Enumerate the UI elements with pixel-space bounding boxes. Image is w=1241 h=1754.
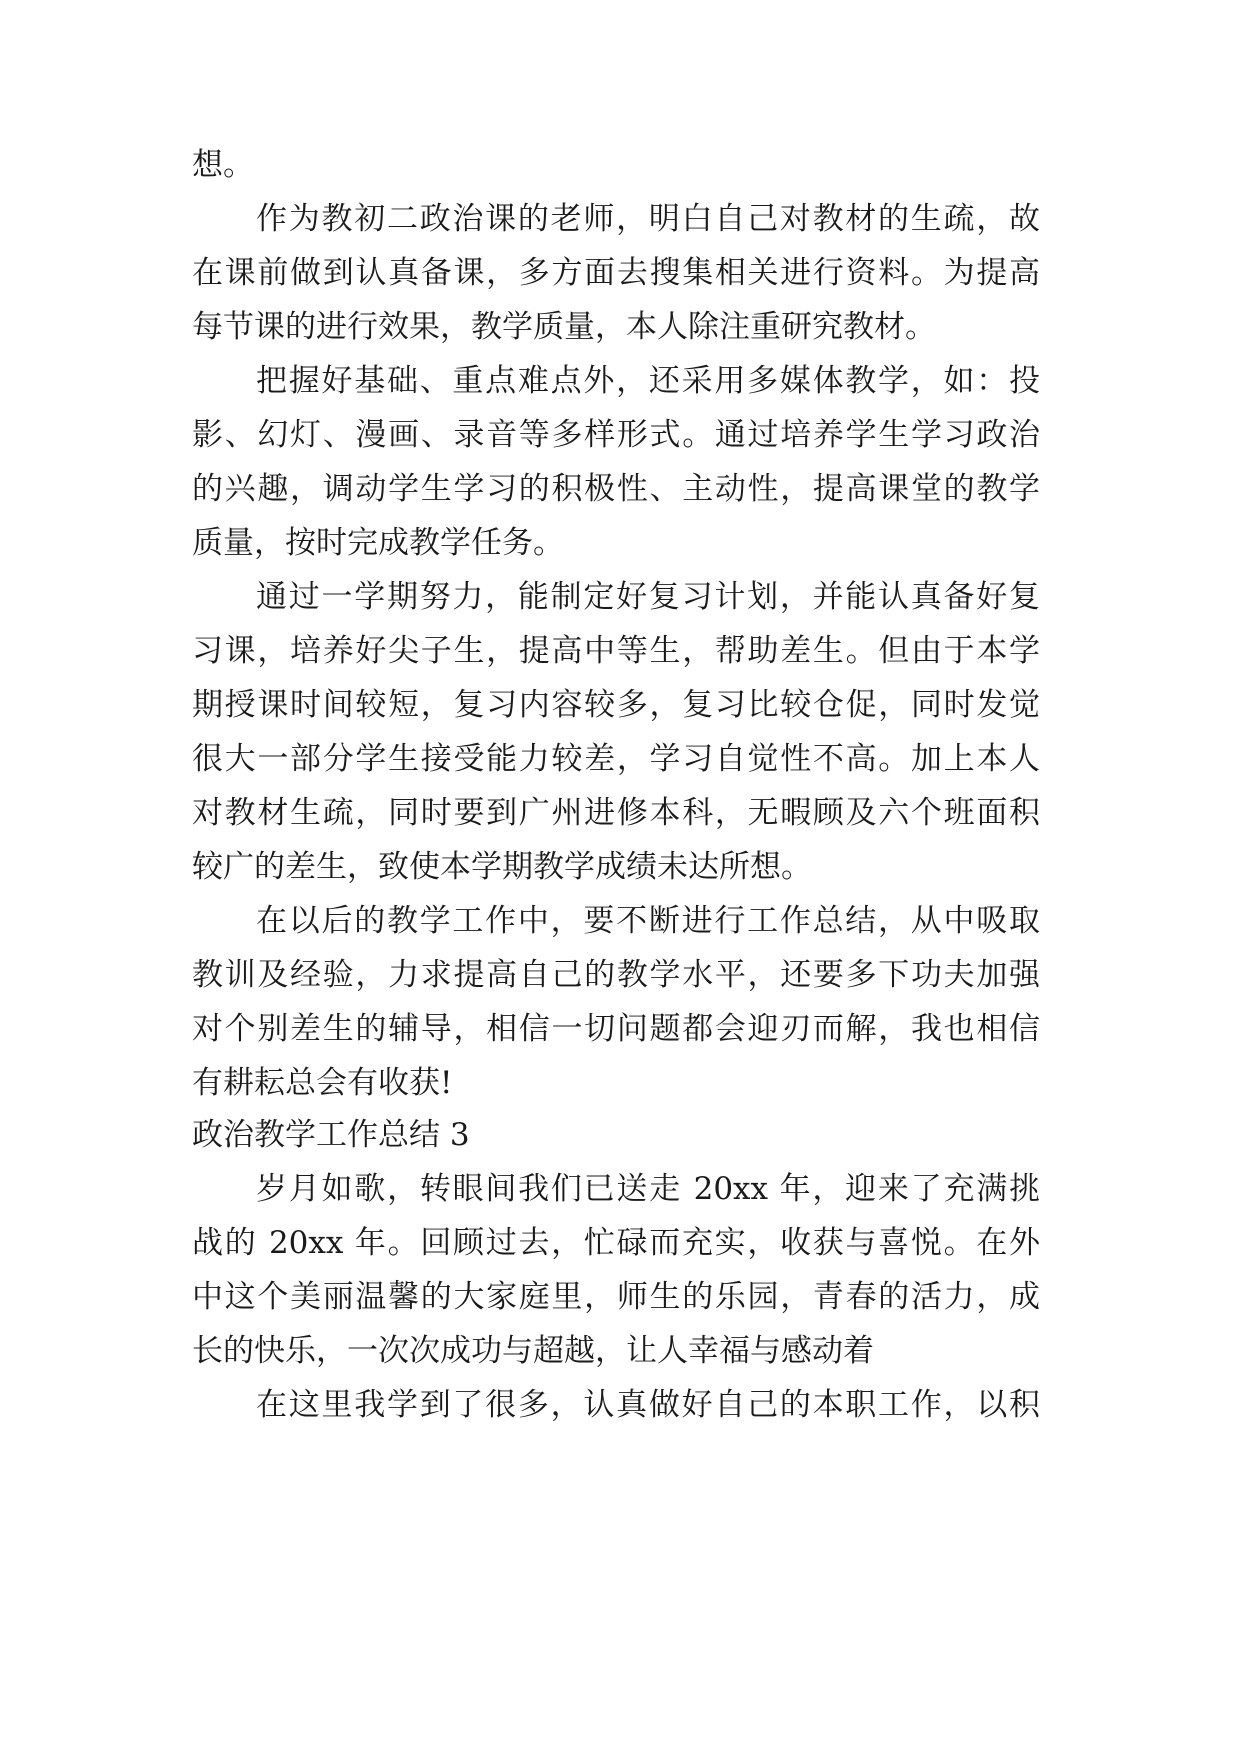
text-line-content: 每节课的进行效果，教学质量，本人除注重研究教材。: [192, 309, 936, 345]
text-line-content: 在这里我学到了很多，认真做好自己的本职工作，以积: [256, 1387, 1040, 1423]
text-line-content: 对教材生疏，同时要到广州进修本科，无暇顾及六个班面积: [192, 795, 1040, 831]
text-line-content: 把握好基础、重点难点外，还采用多媒体教学，如：投: [256, 363, 1040, 399]
text-line-content: 质量，按时完成教学任务。: [192, 525, 564, 561]
text-line-content: 通过一学期努力，能制定好复习计划，并能认真备好复: [256, 579, 1040, 615]
text-line-content: 较广的差生，致使本学期教学成绩未达所想。: [192, 849, 812, 885]
text-line-content: 的兴趣，调动学生学习的积极性、主动性，提高课堂的教学: [192, 471, 1040, 507]
text-line: [0, 253, 1241, 293]
text-line-content: 在课前做到认真备课，多方面去搜集相关进行资料。为提高: [192, 255, 1040, 291]
text-line: [0, 1063, 1241, 1103]
text-line: [0, 1385, 1241, 1425]
text-line: [0, 1009, 1241, 1049]
text-line: [0, 199, 1241, 239]
text-line-content: 作为教初二政治课的老师，明白自己对教材的生疏，故: [256, 201, 1040, 237]
text-line-content: 想。: [192, 147, 254, 183]
text-line-content: 战的 20xx 年。回顾过去，忙碌而充实，收获与喜悦。在外: [192, 1225, 1040, 1261]
text-line: [0, 469, 1241, 509]
text-line: [0, 1331, 1241, 1371]
text-line-content: 很大一部分学生接受能力较差，学习自觉性不高。加上本人: [192, 741, 1040, 777]
text-line: [0, 577, 1241, 617]
text-line: [0, 415, 1241, 455]
text-line-content: 教训及经验，力求提高自己的教学水平，还要多下功夫加强: [192, 957, 1040, 993]
text-line: [0, 847, 1241, 887]
text-line-content: 对个别差生的辅导，相信一切问题都会迎刃而解，我也相信: [192, 1011, 1040, 1047]
text-line-content: 长的快乐，一次次成功与超越，让人幸福与感动着: [192, 1333, 874, 1369]
text-line: [0, 793, 1241, 833]
text-line: [0, 1169, 1241, 1209]
text-line: [0, 955, 1241, 995]
section-heading-text: 政治教学工作总结 3: [192, 1117, 470, 1153]
text-line: [0, 631, 1241, 671]
text-line: [0, 1223, 1241, 1263]
text-line: [0, 307, 1241, 347]
text-line-content: 在以后的教学工作中，要不断进行工作总结，从中吸取: [256, 903, 1040, 939]
text-line: [0, 739, 1241, 779]
text-line-content: 影、幻灯、漫画、录音等多样形式。通过培养学生学习政治: [192, 417, 1040, 453]
text-line: [0, 685, 1241, 725]
section-heading: [0, 1115, 1241, 1155]
text-line-content: 岁月如歌，转眼间我们已送走 20xx 年，迎来了充满挑: [256, 1171, 1040, 1207]
text-line-content: 期授课时间较短，复习内容较多，复习比较仓促，同时发觉: [192, 687, 1040, 723]
text-line-content: 中这个美丽温馨的大家庭里，师生的乐园，青春的活力，成: [192, 1279, 1040, 1315]
text-line: [0, 523, 1241, 563]
text-line: [0, 901, 1241, 941]
text-line-content: 习课，培养好尖子生，提高中等生，帮助差生。但由于本学: [192, 633, 1040, 669]
text-line: [0, 361, 1241, 401]
text-line: [0, 1277, 1241, 1317]
text-line: [0, 145, 1241, 185]
text-line-content: 有耕耘总会有收获!: [192, 1065, 453, 1101]
